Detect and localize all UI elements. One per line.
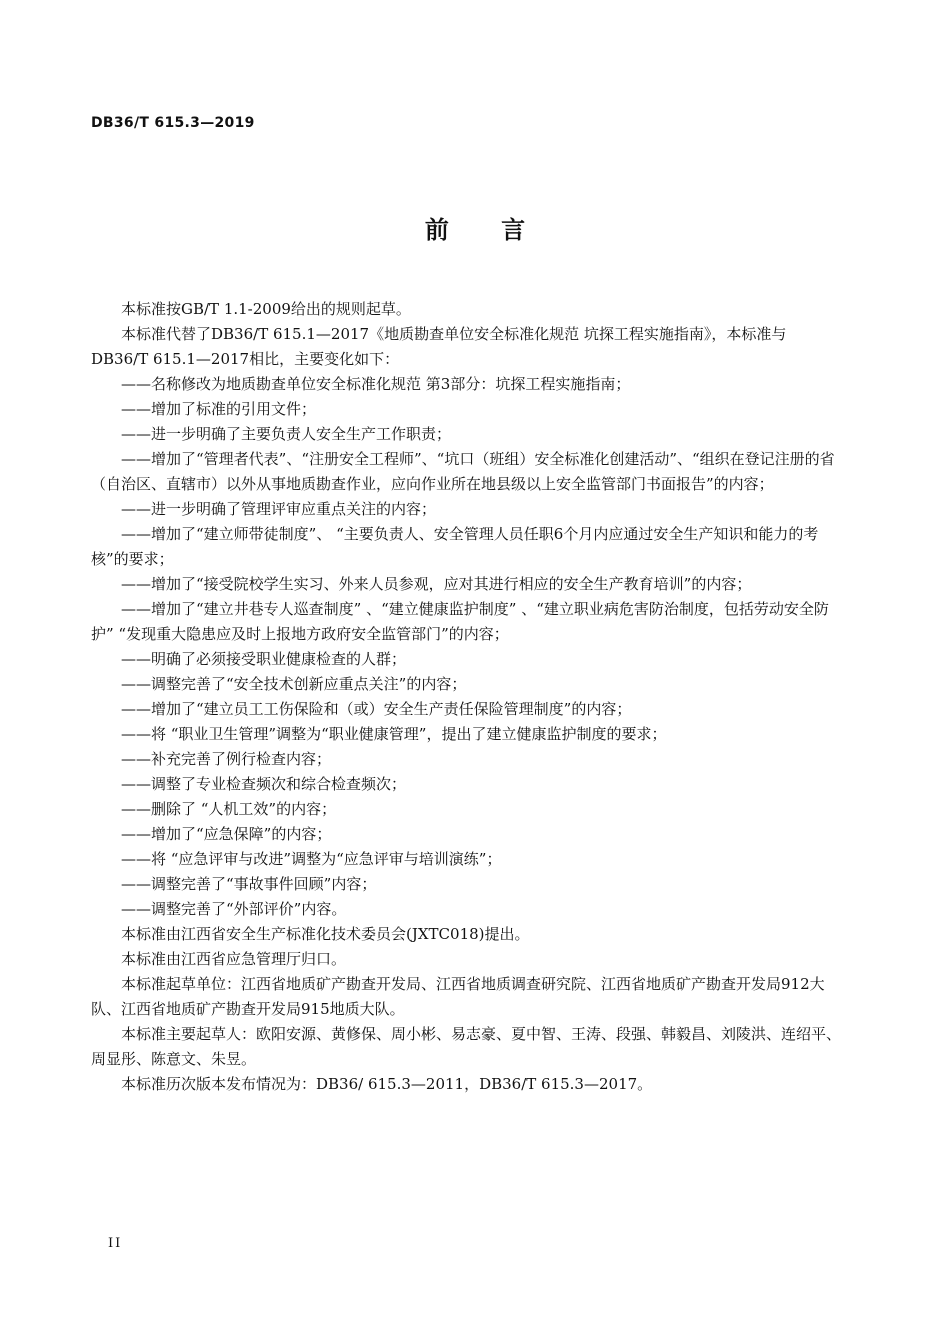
closing-paragraph: 本标准由江西省应急管理厅归口。 [121, 950, 347, 968]
change-item: ——删除了 “人机工效”的内容； [121, 800, 337, 818]
intro-paragraph: 本标准代替了DB36/T 615.1—2017《地质勘查单位安全标准化规范 坑探工程实施指南》，本标准与DB36/T 615.1—2017相比，主要变化如下： [91, 325, 787, 368]
change-item: ——明确了必须接受职业健康检查的人群； [121, 650, 407, 668]
change-item: ——进一步明确了管理评审应重点关注的内容； [121, 500, 437, 518]
change-item: ——调整完善了“安全技术创新应重点关注”的内容； [121, 675, 467, 693]
closing-paragraph: 本标准主要起草人：欧阳安源、黄修保、周小彬、易志豪、夏中智、王涛、段强、韩毅昌、刘陵洪、连绍平、周显彤、陈意文、朱昱。 [91, 1025, 842, 1068]
foreword-body [91, 297, 843, 1097]
change-item: ——增加了“管理者代表”、“注册安全工程师”、“坑口（班组）安全标准化创建活动”、“组织在登记注册的省（自治区、直辖市）以外从事地质勘查作业，应向作业所在地县级以上安全监管部门书面报告”的内容； [91, 450, 835, 493]
change-item: ——调整完善了“事故事件回顾”内容； [121, 875, 377, 893]
change-item: ——增加了标准的引用文件； [121, 400, 317, 418]
change-item: ——增加了“建立员工工伤保险和（或）安全生产责任保险管理制度”的内容； [121, 700, 632, 718]
change-item: ——增加了“建立师带徒制度”、 “主要负责人、安全管理人员任职6个月内应通过安全生产知识和能力的考核”的要求； [91, 525, 819, 568]
page-number: II [108, 1236, 123, 1251]
header-standard-code: DB36/T 615.3—2019 [91, 115, 255, 131]
closing-paragraph: 本标准历次版本发布情况为：DB36/ 615.3—2011，DB36/T 615.3—2017。 [121, 1075, 653, 1093]
closing-paragraph: 本标准起草单位：江西省地质矿产勘查开发局、江西省地质调查研究院、江西省地质矿产勘查开发局912大队、江西省地质矿产勘查开发局915地质大队。 [91, 975, 825, 1018]
change-item: ——调整完善了“外部评价”内容。 [121, 900, 347, 918]
change-item: ——将 “应急评审与改进”调整为“应急评审与培训演练”； [121, 850, 502, 868]
change-item: ——补充完善了例行检查内容； [121, 750, 332, 768]
change-item: ——调整了专业检查频次和综合检查频次； [121, 775, 407, 793]
intro-paragraph: 本标准按GB/T 1.1-2009给出的规则起草。 [121, 300, 411, 318]
change-item: ——增加了“接受院校学生实习、外来人员参观，应对其进行相应的安全生产教育培训”的内容； [121, 575, 752, 593]
page-title: 前 言 [424, 216, 548, 244]
change-item: ——名称修改为地质勘查单位安全标准化规范 第3部分：坑探工程实施指南； [121, 375, 631, 393]
change-item: ——增加了“建立井巷专人巡查制度” 、“建立健康监护制度” 、“建立职业病危害防治制度，包括劳动安全防护” “发现重大隐患应及时上报地方政府安全监管部门”的内容； [91, 600, 829, 643]
closing-paragraph: 本标准由江西省安全生产标准化技术委员会(JXTC018)提出。 [121, 925, 530, 943]
change-item: ——进一步明确了主要负责人安全生产工作职责； [121, 425, 452, 443]
change-item: ——将 “职业卫生管理”调整为“职业健康管理”，提出了建立健康监护制度的要求； [121, 725, 667, 743]
change-item: ——增加了“应急保障”的内容； [121, 825, 332, 843]
